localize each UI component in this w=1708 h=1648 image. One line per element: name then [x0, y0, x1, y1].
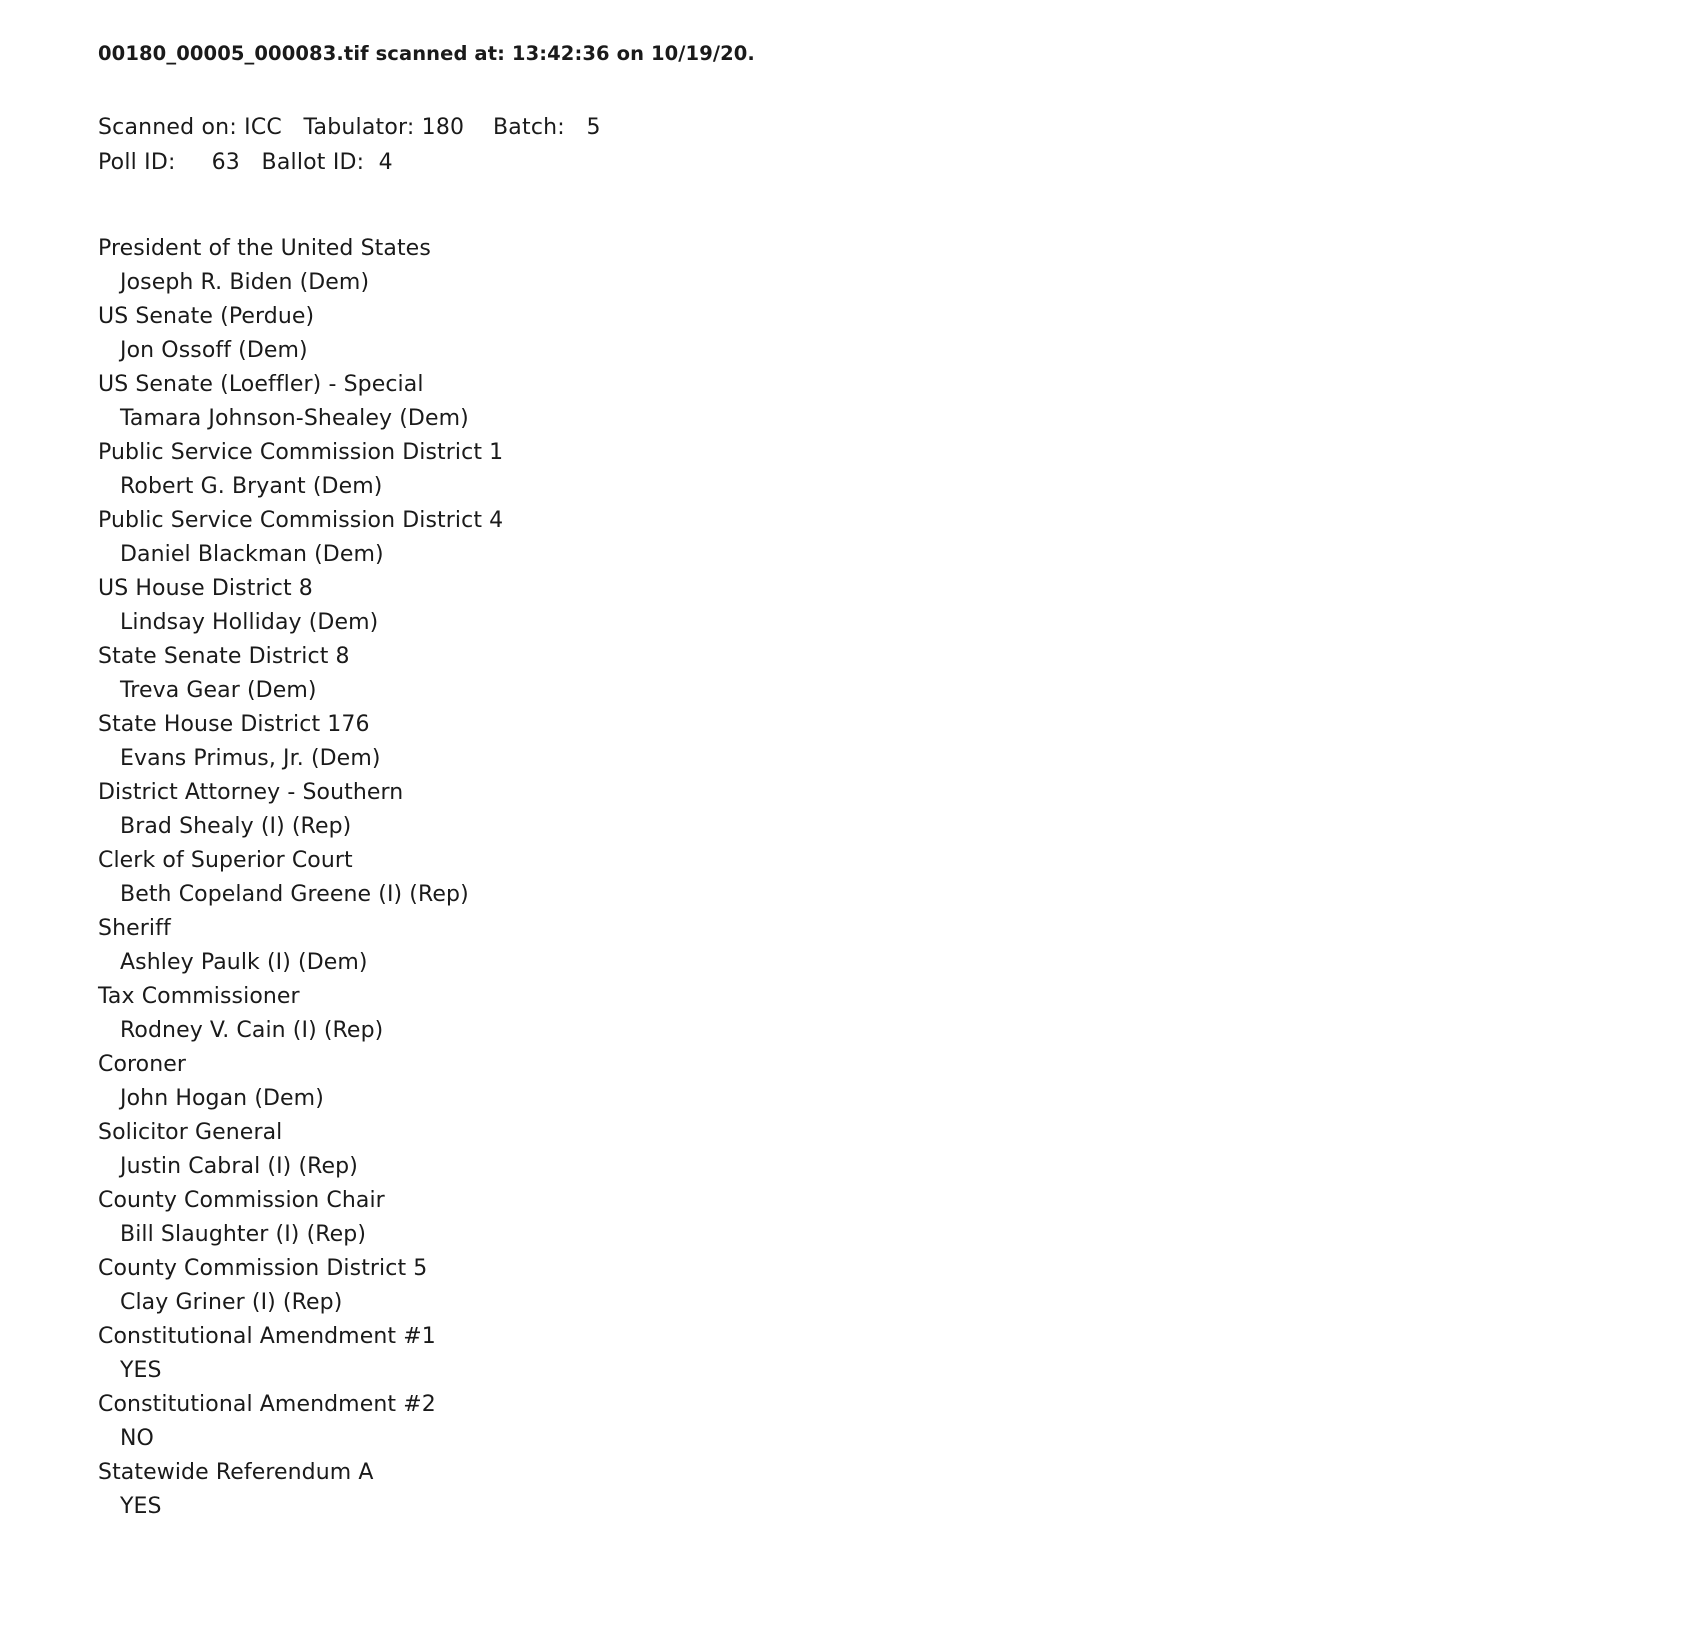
contest-title: County Commission District 5: [98, 1255, 428, 1281]
contest-choice: Joseph R. Biden (Dem): [120, 269, 370, 295]
contest-list: [98, 232, 1708, 1524]
contest-choice: Brad Shealy (I) (Rep): [120, 813, 352, 839]
contest-title: US House District 8: [98, 575, 313, 601]
contest-choice: YES: [120, 1357, 162, 1383]
contest-item: [98, 708, 1708, 776]
contest-item: [98, 1320, 1708, 1388]
contest-title: County Commission Chair: [98, 1187, 385, 1213]
contest-item: [98, 1048, 1708, 1116]
contest-choice: Evans Primus, Jr. (Dem): [120, 745, 381, 771]
contest-title: State House District 176: [98, 711, 370, 737]
contest-item: [98, 912, 1708, 980]
scan-metadata: [98, 110, 1708, 180]
contest-item: [98, 436, 1708, 504]
scan-metadata-line-poll: Poll ID: 63 Ballot ID: 4: [98, 149, 393, 175]
contest-title: Statewide Referendum A: [98, 1459, 374, 1485]
contest-title: District Attorney - Southern: [98, 779, 404, 805]
contest-item: [98, 844, 1708, 912]
contest-choice: Bill Slaughter (I) (Rep): [120, 1221, 367, 1247]
contest-item: [98, 1184, 1708, 1252]
contest-title: Solicitor General: [98, 1119, 283, 1145]
contest-title: Coroner: [98, 1051, 187, 1077]
contest-choice: Clay Griner (I) (Rep): [120, 1289, 343, 1315]
contest-choice: Tamara Johnson-Shealey (Dem): [120, 405, 469, 431]
contest-item: [98, 640, 1708, 708]
contest-item: [98, 776, 1708, 844]
contest-title: Sheriff: [98, 915, 171, 941]
contest-choice: Beth Copeland Greene (I) (Rep): [120, 881, 469, 907]
contest-title: Clerk of Superior Court: [98, 847, 353, 873]
contest-title: Tax Commissioner: [98, 983, 300, 1009]
contest-item: [98, 572, 1708, 640]
contest-choice: YES: [120, 1493, 162, 1519]
contest-choice: Jon Ossoff (Dem): [120, 337, 308, 363]
contest-title: Public Service Commission District 4: [98, 507, 504, 533]
contest-choice: NO: [120, 1425, 154, 1451]
contest-title: President of the United States: [98, 235, 431, 261]
contest-item: [98, 980, 1708, 1048]
contest-choice: Justin Cabral (I) (Rep): [120, 1153, 358, 1179]
contest-item: [98, 232, 1708, 300]
contest-title: Constitutional Amendment #2: [98, 1391, 436, 1417]
contest-choice: John Hogan (Dem): [120, 1085, 324, 1111]
contest-item: [98, 368, 1708, 436]
contest-choice: Lindsay Holliday (Dem): [120, 609, 379, 635]
contest-choice: Ashley Paulk (I) (Dem): [120, 949, 368, 975]
contest-choice: Treva Gear (Dem): [120, 677, 317, 703]
contest-choice: Rodney V. Cain (I) (Rep): [120, 1017, 384, 1043]
contest-title: State Senate District 8: [98, 643, 350, 669]
contest-title: US Senate (Perdue): [98, 303, 315, 329]
contest-choice: Daniel Blackman (Dem): [120, 541, 384, 567]
contest-choice: Robert G. Bryant (Dem): [120, 473, 383, 499]
contest-title: Public Service Commission District 1: [98, 439, 504, 465]
contest-item: [98, 1456, 1708, 1524]
contest-item: [98, 300, 1708, 368]
contest-item: [98, 504, 1708, 572]
contest-item: [98, 1252, 1708, 1320]
contest-title: Constitutional Amendment #1: [98, 1323, 436, 1349]
contest-item: [98, 1116, 1708, 1184]
scan-metadata-line-tabulator: Scanned on: ICC Tabulator: 180 Batch: 5: [98, 114, 601, 140]
contest-title: US Senate (Loeffler) - Special: [98, 371, 424, 397]
scan-file-header: 00180_00005_000083.tif scanned at: 13:42:36 on 10/19/20.: [98, 42, 755, 65]
contest-item: [98, 1388, 1708, 1456]
